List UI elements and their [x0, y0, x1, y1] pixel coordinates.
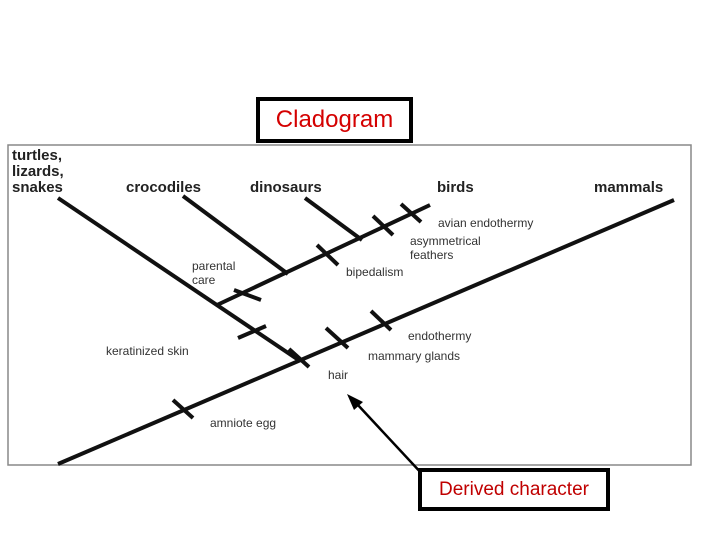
label-asymmetrical-feathers: asymmetrical feathers: [410, 234, 481, 262]
diagram-title-text: Cladogram: [275, 106, 394, 133]
label-mammals: mammals: [594, 179, 664, 196]
label-parental-care: parental care: [192, 259, 236, 287]
label-birds: birds: [437, 179, 474, 196]
label-keratinized-skin: keratinized skin: [106, 344, 189, 358]
panel-frame: [8, 145, 691, 465]
label-mammary-glands: mammary glands: [368, 349, 461, 363]
label-crocodiles: crocodiles: [126, 179, 202, 196]
label-amniote-egg: amniote egg: [210, 416, 277, 430]
derived-character-caption: [418, 468, 610, 511]
label-bipedalism: bipedalism: [346, 265, 404, 279]
label-hair: hair: [328, 368, 349, 382]
label-turtles: turtles, lizards, snakes: [12, 147, 64, 196]
derived-character-caption-text: Derived character: [439, 478, 589, 500]
label-dinosaurs: dinosaurs: [250, 179, 322, 196]
label-avian-endothermy: avian endothermy: [438, 216, 534, 230]
label-endothermy: endothermy: [408, 329, 472, 343]
